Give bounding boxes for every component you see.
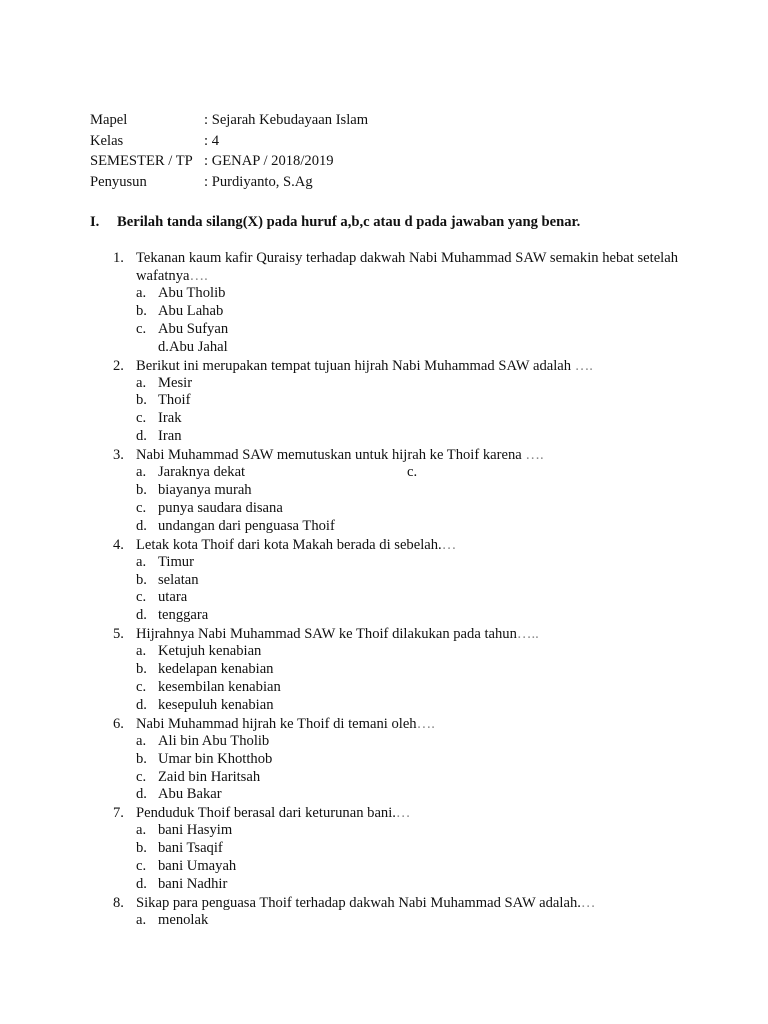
option-text: kedelapan kenabian: [158, 661, 274, 678]
section-instruction: [90, 211, 580, 233]
question-number: 6.: [113, 715, 124, 732]
question-stem: [113, 249, 678, 285]
header-value: : GENAP / 2018/2019: [204, 153, 334, 169]
answer-option[interactable]: [113, 303, 678, 321]
option-text: biayanya murah: [158, 482, 252, 499]
option-text: undangan dari penguasa Thoif: [158, 517, 335, 534]
answer-option[interactable]: [113, 751, 678, 769]
answer-option[interactable]: [113, 375, 678, 393]
option-letter: d.: [136, 428, 147, 445]
answer-blank-dots: ….: [416, 715, 435, 732]
option-letter: c.: [136, 679, 147, 696]
option-letter: d.: [136, 786, 147, 803]
option-text: bani Nadhir: [158, 876, 228, 893]
answer-option[interactable]: [113, 321, 678, 339]
answer-option[interactable]: [113, 786, 678, 804]
option-text: bani Hasyim: [158, 822, 233, 839]
header-label: Mapel: [90, 112, 128, 128]
option-letter: b.: [136, 302, 147, 319]
answer-option[interactable]: [113, 912, 678, 930]
answer-blank-dots: …: [441, 536, 457, 553]
section-number: I.: [90, 214, 100, 230]
question-text-block: [136, 625, 678, 643]
option-text: Ketujuh kenabian: [158, 643, 262, 660]
option-text: Abu Sufyan: [158, 320, 229, 337]
question-list: [113, 249, 678, 930]
answer-option[interactable]: [113, 428, 678, 446]
answer-option[interactable]: [113, 661, 678, 679]
question-text: Berikut ini merupakan tempat tujuan hijrah Nabi Muhammad SAW adalah: [136, 357, 575, 374]
option-letter: a.: [136, 553, 147, 570]
question-text: Hijrahnya Nabi Muhammad SAW ke Thoif dilakukan pada tahun: [136, 626, 517, 643]
header-label: Kelas: [90, 132, 124, 149]
question-text-block: [136, 446, 678, 464]
question-text: Nabi Muhammad SAW memutuskan untuk hijrah ke Thoif karena: [136, 447, 526, 464]
question-item: [113, 625, 678, 715]
question-number: 1.: [113, 250, 124, 266]
option-letter: c.: [136, 499, 147, 516]
option-letter: d.: [136, 696, 147, 713]
question-number: 8.: [113, 894, 124, 911]
header-row-mapel: [90, 110, 368, 131]
option-letter: a.: [136, 464, 147, 481]
answer-option[interactable]: [113, 482, 678, 500]
question-item: [113, 804, 678, 894]
question-stem: [113, 536, 678, 554]
answer-option[interactable]: [113, 643, 678, 661]
option-text: Thoif: [158, 392, 191, 409]
answer-option[interactable]: [113, 572, 678, 590]
option-letter: b.: [136, 571, 147, 588]
option-text: Ali bin Abu Tholib: [158, 732, 270, 749]
answer-option[interactable]: [113, 589, 678, 607]
option-letter: b.: [136, 750, 147, 767]
question-text-block: [136, 249, 678, 285]
stray-option-letter: c.: [407, 464, 418, 480]
question-text-block: [136, 894, 678, 912]
option-letter: c.: [136, 858, 147, 875]
option-text: Umar bin Khotthob: [158, 750, 273, 767]
document-header: [90, 110, 368, 192]
header-value: : 4: [204, 132, 219, 149]
question-text-block: [136, 715, 678, 733]
option-text: bani Umayah: [158, 858, 237, 875]
answer-blank-dots: …..: [516, 626, 539, 643]
header-label: Penyusun: [90, 173, 147, 190]
answer-blank-dots: …: [395, 805, 411, 822]
answer-option[interactable]: [113, 500, 678, 518]
question-text: Sikap para penguasa Thoif terhadap dakwah Nabi Muhammad SAW adalah.: [136, 894, 581, 911]
question-item: [113, 446, 678, 536]
answer-option[interactable]: [113, 822, 678, 840]
answer-option[interactable]: [113, 858, 678, 876]
answer-option[interactable]: [113, 876, 678, 894]
question-item: [113, 715, 678, 805]
question-number: 4.: [113, 536, 124, 553]
question-stem: [113, 894, 678, 912]
option-letter: b.: [136, 661, 147, 678]
option-letter: d.: [136, 607, 147, 624]
header-row-semester: [90, 151, 368, 172]
option-letter: a.: [136, 643, 147, 660]
option-text: Mesir: [158, 374, 193, 391]
answer-option[interactable]: [113, 554, 678, 572]
question-item: [113, 249, 678, 357]
question-text-block: [136, 804, 678, 822]
answer-blank-dots: ….: [189, 268, 208, 284]
question-number: 2.: [113, 357, 124, 374]
question-number: 3.: [113, 447, 124, 464]
option-letter: b.: [136, 392, 147, 409]
question-text: Tekanan kaum kafir Quraisy terhadap dakwah Nabi Muhammad SAW semakin hebat setelah wafatnya: [136, 250, 678, 284]
option-text: kesepuluh kenabian: [158, 696, 274, 713]
question-stem: [113, 804, 678, 822]
answer-blank-dots: …: [580, 894, 596, 911]
option-text: Jaraknya dekat: [158, 464, 246, 481]
option-text: punya saudara disana: [158, 499, 283, 516]
question-item: [113, 357, 678, 447]
question-item: [113, 894, 678, 930]
header-row-penyusun: [90, 172, 368, 193]
option-letter: c.: [136, 410, 147, 427]
header-label: SEMESTER / TP: [90, 153, 193, 169]
option-text: Zaid bin Haritsah: [158, 768, 261, 785]
option-letter: b.: [136, 482, 147, 499]
section-instruction-text: Berilah tanda silang(X) pada huruf a,b,c atau d pada jawaban yang benar.: [117, 214, 581, 230]
answer-blank-dots: ….: [525, 447, 544, 464]
option-text: Abu Tholib: [158, 285, 226, 301]
option-letter: a.: [136, 732, 147, 749]
answer-option[interactable]: [113, 733, 678, 751]
option-letter: a.: [136, 822, 147, 839]
question-stem: [113, 625, 678, 643]
option-text: Abu Bakar: [158, 786, 222, 803]
option-text: kesembilan kenabian: [158, 679, 281, 696]
option-letter: c.: [136, 589, 147, 606]
answer-option[interactable]: [113, 697, 678, 715]
option-text: tenggara: [158, 607, 209, 624]
question-item: [113, 536, 678, 626]
question-number: 5.: [113, 626, 124, 643]
answer-option[interactable]: [113, 518, 678, 536]
answer-option[interactable]: [113, 285, 678, 303]
option-text: Iran: [158, 428, 182, 445]
option-text: menolak: [158, 911, 209, 928]
answer-blank-dots: ….: [574, 357, 593, 374]
header-row-kelas: [90, 131, 368, 152]
answer-option[interactable]: [113, 840, 678, 858]
option-letter: a.: [136, 374, 147, 391]
option-letter: d.: [136, 517, 147, 534]
question-text-block: [136, 536, 678, 554]
question-stem: [113, 715, 678, 733]
option-text: Abu Lahab: [158, 302, 224, 319]
header-value: : Sejarah Kebudayaan Islam: [204, 112, 369, 128]
question-text: Letak kota Thoif dari kota Makah berada di sebelah.: [136, 536, 442, 553]
question-stem: [113, 357, 678, 375]
option-letter: c.: [136, 768, 147, 785]
answer-option[interactable]: [113, 410, 678, 428]
option-letter: a.: [136, 911, 147, 928]
option-letter: a.: [136, 285, 147, 301]
answer-option[interactable]: [113, 607, 678, 625]
option-letter: [136, 339, 158, 357]
option-text: Timur: [158, 553, 194, 570]
answer-option[interactable]: [113, 679, 678, 697]
option-text: Irak: [158, 410, 182, 427]
option-letter: c.: [136, 320, 147, 337]
question-number: 7.: [113, 805, 124, 822]
question-stem: [113, 446, 678, 464]
question-text: Nabi Muhammad hijrah ke Thoif di temani oleh: [136, 715, 417, 732]
question-text: Penduduk Thoif berasal dari keturunan bani.: [136, 805, 396, 822]
answer-option[interactable]: [113, 464, 678, 482]
answer-option[interactable]: [113, 339, 678, 357]
option-text: d.Abu Jahal: [158, 338, 228, 355]
question-text-block: [136, 357, 678, 375]
option-text: selatan: [158, 571, 199, 588]
answer-option[interactable]: [113, 392, 678, 410]
option-text: bani Tsaqif: [158, 840, 223, 857]
answer-option[interactable]: [113, 769, 678, 787]
header-value: : Purdiyanto, S.Ag: [204, 173, 313, 190]
option-letter: d.: [136, 876, 147, 893]
option-letter: b.: [136, 840, 147, 857]
option-text: utara: [158, 589, 188, 606]
